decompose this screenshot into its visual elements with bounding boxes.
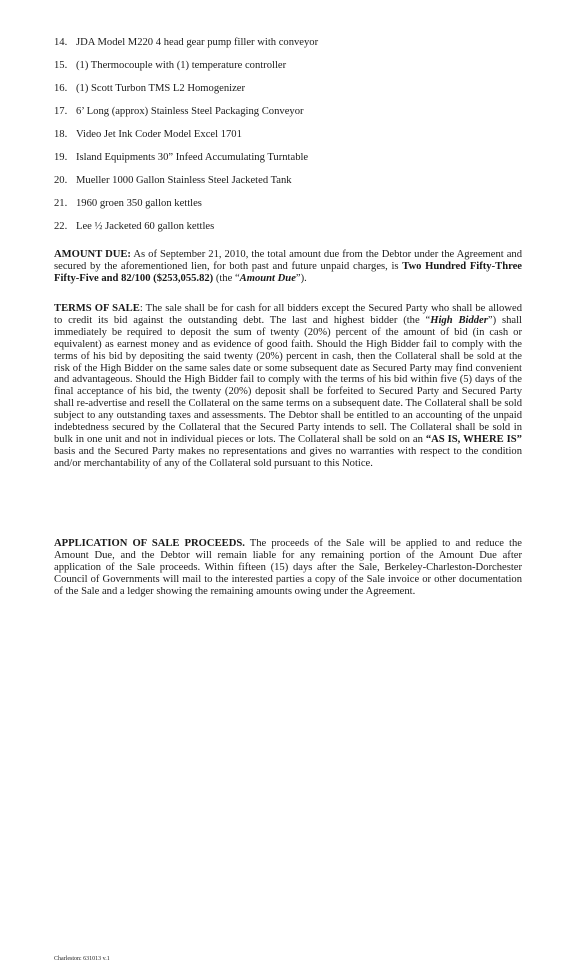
amount-due-text: (the “ bbox=[213, 272, 240, 284]
list-item bbox=[54, 174, 522, 197]
amount-due-text: As of September 21, 2010, the total amount due from the Debtor under the Agreement and secured by the aforementioned lien, for both past and future unpaid charges, is bbox=[54, 249, 522, 272]
list-item-number: 15. bbox=[54, 60, 68, 71]
list-item bbox=[54, 105, 522, 128]
amount-due-text: ”). bbox=[295, 272, 307, 284]
list-item-text: Island Equipments 30” Infeed Accumulating Turntable bbox=[76, 152, 309, 163]
list-item bbox=[54, 82, 522, 105]
list-item bbox=[54, 151, 522, 174]
terms-of-sale-text: : The sale shall be for cash for all bidders except the Secured Party who shall be allowed to credit its bid against the outstanding debt. The last and highest bidder (the “ bbox=[54, 303, 522, 326]
terms-of-sale-heading: TERMS OF SALE bbox=[54, 303, 140, 314]
list-item-number: 18. bbox=[54, 129, 68, 140]
as-is-where-is-term: “AS IS, WHERE IS” bbox=[425, 433, 522, 445]
equipment-list bbox=[54, 36, 522, 243]
amount-due-heading: AMOUNT DUE: bbox=[54, 249, 131, 260]
application-of-proceeds-heading: APPLICATION OF SALE PROCEEDS. bbox=[54, 538, 245, 549]
list-item-number: 19. bbox=[54, 152, 68, 163]
list-item bbox=[54, 36, 522, 59]
list-item-text: (1) Scott Turbon TMS L2 Homogenizer bbox=[76, 83, 246, 94]
list-item-text: Lee ½ Jacketed 60 gallon kettles bbox=[76, 221, 215, 232]
high-bidder-defined-term: High Bidder bbox=[430, 314, 488, 326]
amount-due-value: Two Hundred Fifty-Three Fifty-Five and 82/100 ($253,055.82) bbox=[54, 260, 522, 284]
list-item-number: 16. bbox=[54, 83, 68, 94]
application-of-proceeds-paragraph bbox=[54, 538, 522, 598]
list-item-number: 21. bbox=[54, 198, 68, 209]
list-item bbox=[54, 197, 522, 220]
amount-due-defined-term: Amount Due bbox=[239, 272, 296, 284]
list-item bbox=[54, 220, 522, 243]
footer-doc-id: Charleston: 631013 v.1 bbox=[54, 956, 110, 962]
list-item-text: 6’ Long (approx) Stainless Steel Packaging Conveyor bbox=[76, 106, 304, 117]
list-item bbox=[54, 128, 522, 151]
list-item-number: 22. bbox=[54, 221, 68, 232]
terms-of-sale-text: basis and the Secured Party makes no representations and gives no warranties with respect to the condition and/or merchantability of any of the Collateral sold pursuant to this Notice. bbox=[54, 445, 522, 469]
terms-of-sale-text: ”) shall immediately be required to deposit the sum of twenty (20%) percent of the amount of bid (in cash or equivalent) as earnest money and as evidence of good faith. Should the High Bidder fail to comply with the terms of his bid by depositing the said twenty (20%) percent in cash, then the Collateral shall be sold at the risk of the High Bidder on the same sales date or some subsequent date as Secured Party may find convenient and advantageous. Should the High Bidder fail to comply with the terms of his bid within five (5) days of the final acceptance of his bid, the twenty (20%) deposit shall be forfeited to Secured Party and Secured Party shall re-advertise and resell the Collateral on the same terms on a subsequent date. The Collateral shall be sold subject to any outstanding taxes and assessments. The Debtor shall be entitled to an accounting of the unpaid indebtedness secured by the Collateral that the Secured Party intends to sell. The Collateral shall be sold in bulk in one unit and not in individual pieces or lots. The Collateral shall be sold on an bbox=[54, 314, 522, 445]
list-item-text: JDA Model M220 4 head gear pump filler with conveyor bbox=[76, 37, 319, 48]
list-item-number: 17. bbox=[54, 106, 68, 117]
amount-due-paragraph bbox=[54, 249, 522, 285]
list-item-text: Mueller 1000 Gallon Stainless Steel Jacketed Tank bbox=[76, 175, 292, 186]
list-item-text: Video Jet Ink Coder Model Excel 1701 bbox=[76, 129, 242, 140]
application-of-proceeds-text: The proceeds of the Sale will be applied to and reduce the Amount Due, and the Debtor will remain liable for any remaining portion of the Amount Due after application of the Sale proceeds. Within fifteen (15) days after the Sale, Berkeley-Charleston-Dorchester Council of Governments will mail to the interested parties a copy of the Sale invoice or other documentation of the Sale and a ledger showing the remaining amounts owing under the Agreement. bbox=[54, 538, 522, 597]
terms-of-sale-paragraph bbox=[54, 303, 522, 470]
list-item-number: 14. bbox=[54, 37, 68, 48]
list-item bbox=[54, 59, 522, 82]
list-item-text: 1960 groen 350 gallon kettles bbox=[76, 198, 202, 209]
list-item-number: 20. bbox=[54, 175, 68, 186]
list-item-text: (1) Thermocouple with (1) temperature controller bbox=[76, 60, 287, 71]
